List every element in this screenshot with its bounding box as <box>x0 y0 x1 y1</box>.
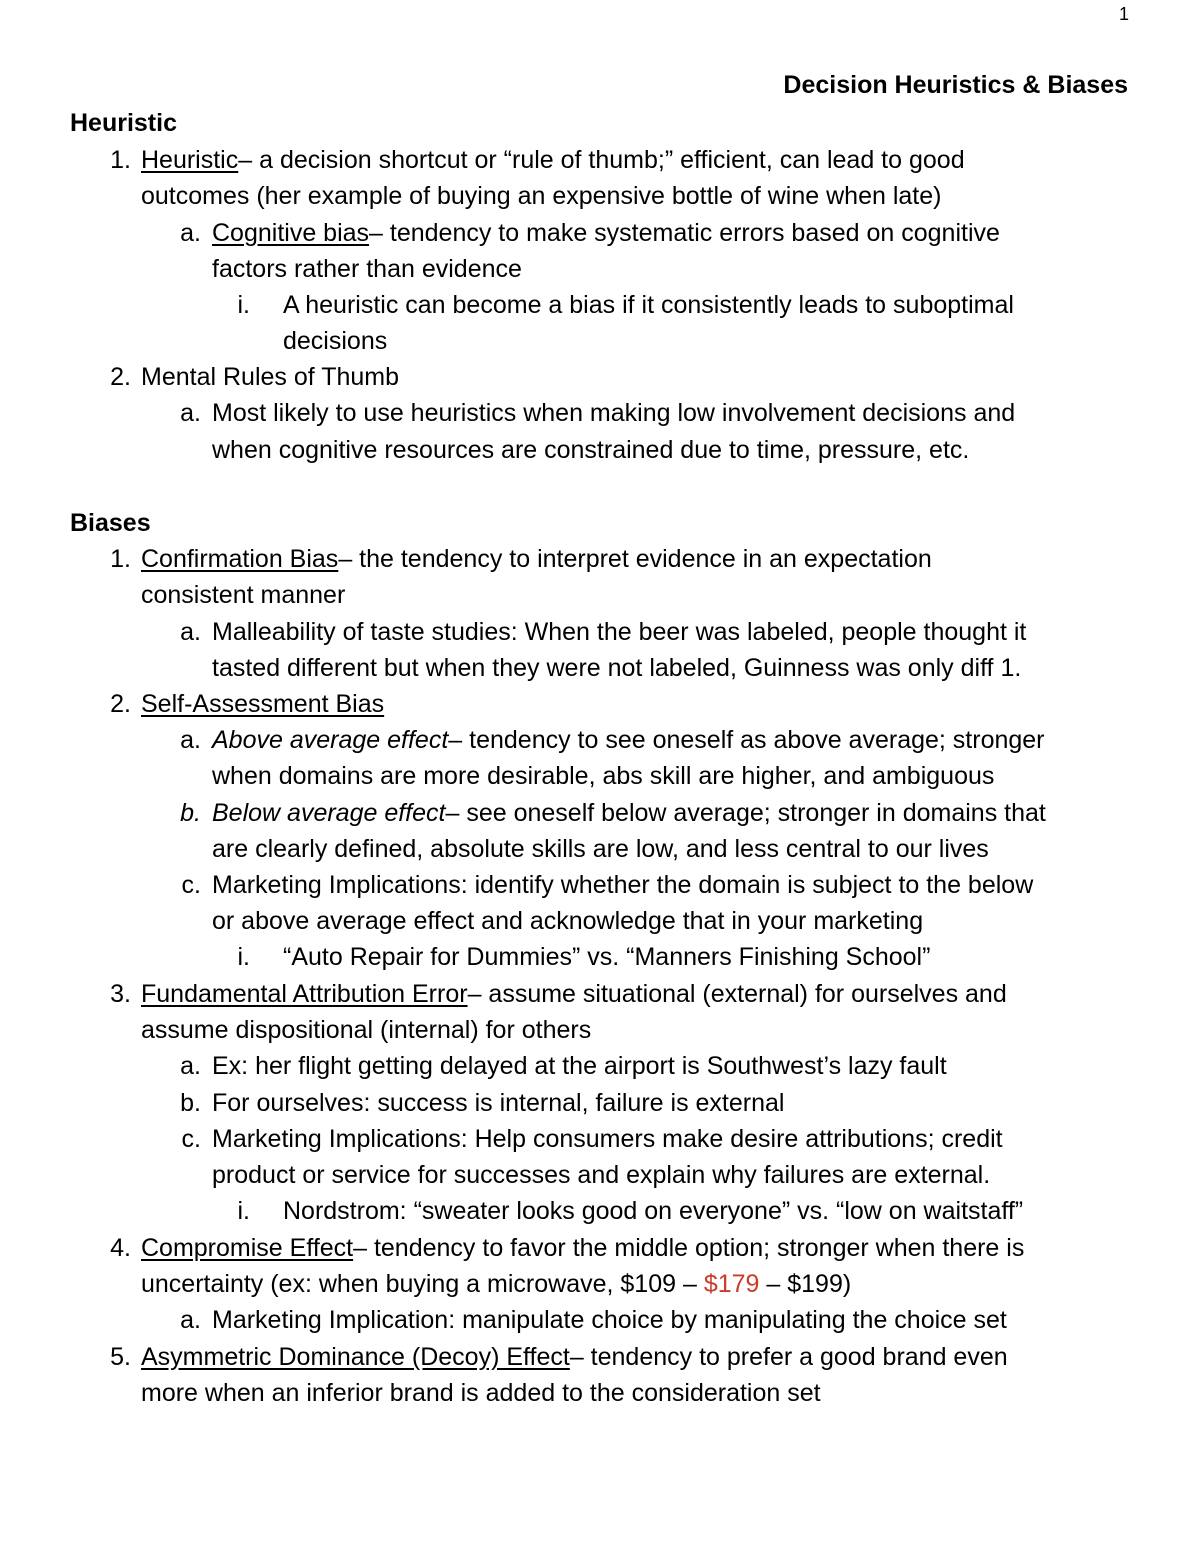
definition-text: – tendency to see oneself as above average; stronger <box>448 726 1045 754</box>
list-marker: a. <box>180 726 201 754</box>
term-cognitive-bias: Cognitive bias <box>212 219 370 247</box>
definition-text: – tendency to make systematic errors based on cognitive <box>369 219 1000 247</box>
term-decoy-effect: Asymmetric Dominance (Decoy) Effect <box>141 1343 570 1371</box>
list-marker: b. <box>180 799 201 827</box>
list-item-roman: A heuristic can become a bias if it consistently leads to suboptimal <box>283 291 1014 319</box>
term-confirmation-bias: Confirmation Bias <box>141 545 339 573</box>
price-text: – $199) <box>759 1270 852 1298</box>
list-marker: i. <box>237 291 250 319</box>
list-item-continuation <box>141 1269 851 1299</box>
list-item-continuation: assume dispositional (internal) for others <box>141 1016 592 1044</box>
list-item-sub: Malleability of taste studies: When the beer was labeled, people thought it <box>212 618 1027 646</box>
section-heading-biases: Biases <box>70 509 151 537</box>
list-marker: 1. <box>110 545 131 573</box>
term-above-average-effect: Above average effect <box>212 726 449 754</box>
list-item-heuristic <box>141 145 965 175</box>
list-item-confirmation-bias <box>141 544 932 574</box>
definition-text: – a decision shortcut or “rule of thumb;” efficient, can lead to good <box>238 146 965 174</box>
list-item-continuation: tasted different but when they were not labeled, Guinness was only diff 1. <box>212 654 1022 682</box>
list-item-continuation: consistent manner <box>141 581 346 609</box>
list-marker: 3. <box>110 980 131 1008</box>
definition-text: – see oneself below average; stronger in domains that <box>445 799 1046 827</box>
list-item-sub: For ourselves: success is internal, failure is external <box>212 1089 785 1117</box>
list-marker: a. <box>180 399 201 427</box>
list-marker: a. <box>180 1052 201 1080</box>
list-item-below-average-effect <box>212 798 1046 828</box>
list-marker: c. <box>181 1125 201 1153</box>
list-item-roman: Nordstrom: “sweater looks good on everyone” vs. “low on waitstaff” <box>283 1197 1024 1225</box>
list-item-continuation: decisions <box>283 327 388 355</box>
list-marker: b. <box>180 1089 201 1117</box>
list-item-decoy-effect <box>141 1342 1008 1372</box>
term-below-average-effect: Below average effect <box>212 799 446 827</box>
list-item-self-assessment-bias <box>141 689 384 719</box>
section-heading-heuristic: Heuristic <box>70 109 177 137</box>
list-marker: 2. <box>110 690 131 718</box>
highlighted-price: $179 <box>703 1270 760 1298</box>
list-marker: 4. <box>110 1234 131 1262</box>
list-item-cognitive-bias <box>212 218 1000 248</box>
list-marker: 1. <box>110 146 131 174</box>
list-item-continuation: more when an inferior brand is added to the consideration set <box>141 1379 821 1407</box>
list-marker: a. <box>180 1306 201 1334</box>
list-marker: i. <box>237 943 250 971</box>
page-number: 1 <box>1119 4 1130 24</box>
list-item-sub: Ex: her flight getting delayed at the airport is Southwest’s lazy fault <box>212 1052 947 1080</box>
list-marker: 5. <box>110 1343 131 1371</box>
list-marker: 2. <box>110 363 131 391</box>
term-compromise-effect: Compromise Effect <box>141 1234 354 1262</box>
list-item-roman: “Auto Repair for Dummies” vs. “Manners Finishing School” <box>283 943 931 971</box>
term-self-assessment-bias: Self-Assessment Bias <box>141 690 385 718</box>
list-marker: a. <box>180 219 201 247</box>
definition-text: – tendency to prefer a good brand even <box>569 1343 1008 1371</box>
list-item-fundamental-attribution-error <box>141 979 1007 1009</box>
list-item-continuation: or above average effect and acknowledge that in your marketing <box>212 907 924 935</box>
list-item-sub: Most likely to use heuristics when making low involvement decisions and <box>212 399 1016 427</box>
list-marker: a. <box>180 618 201 646</box>
list-item-sub: Marketing Implications: Help consumers make desire attributions; credit <box>212 1125 1003 1153</box>
term-heuristic: Heuristic <box>141 146 239 174</box>
list-item-continuation: when cognitive resources are constrained due to time, pressure, etc. <box>212 436 970 464</box>
list-item-above-average-effect <box>212 725 1045 755</box>
list-marker: c. <box>181 871 201 899</box>
list-item-continuation: when domains are more desirable, abs skill are higher, and ambiguous <box>212 762 995 790</box>
list-item-continuation: factors rather than evidence <box>212 255 522 283</box>
price-text: uncertainty (ex: when buying a microwave, $109 – <box>141 1270 704 1298</box>
list-marker: i. <box>237 1197 250 1225</box>
list-item-mental-rules: Mental Rules of Thumb <box>141 363 399 391</box>
list-item-compromise-effect <box>141 1233 1024 1263</box>
list-item-continuation: product or service for successes and explain why failures are external. <box>212 1161 991 1189</box>
term-fundamental-attribution-error: Fundamental Attribution Error <box>141 980 468 1008</box>
list-item-sub: Marketing Implication: manipulate choice by manipulating the choice set <box>212 1306 1007 1334</box>
document-title: Decision Heuristics & Biases <box>783 71 1128 99</box>
definition-text: – tendency to favor the middle option; stronger when there is <box>353 1234 1025 1262</box>
list-item-sub: Marketing Implications: identify whether the domain is subject to the below <box>212 871 1034 899</box>
definition-text: – the tendency to interpret evidence in an expectation <box>338 545 932 573</box>
list-item-continuation: outcomes (her example of buying an expensive bottle of wine when late) <box>141 182 942 210</box>
definition-text: – assume situational (external) for ourselves and <box>467 980 1007 1008</box>
list-item-continuation: are clearly defined, absolute skills are low, and less central to our lives <box>212 835 989 863</box>
